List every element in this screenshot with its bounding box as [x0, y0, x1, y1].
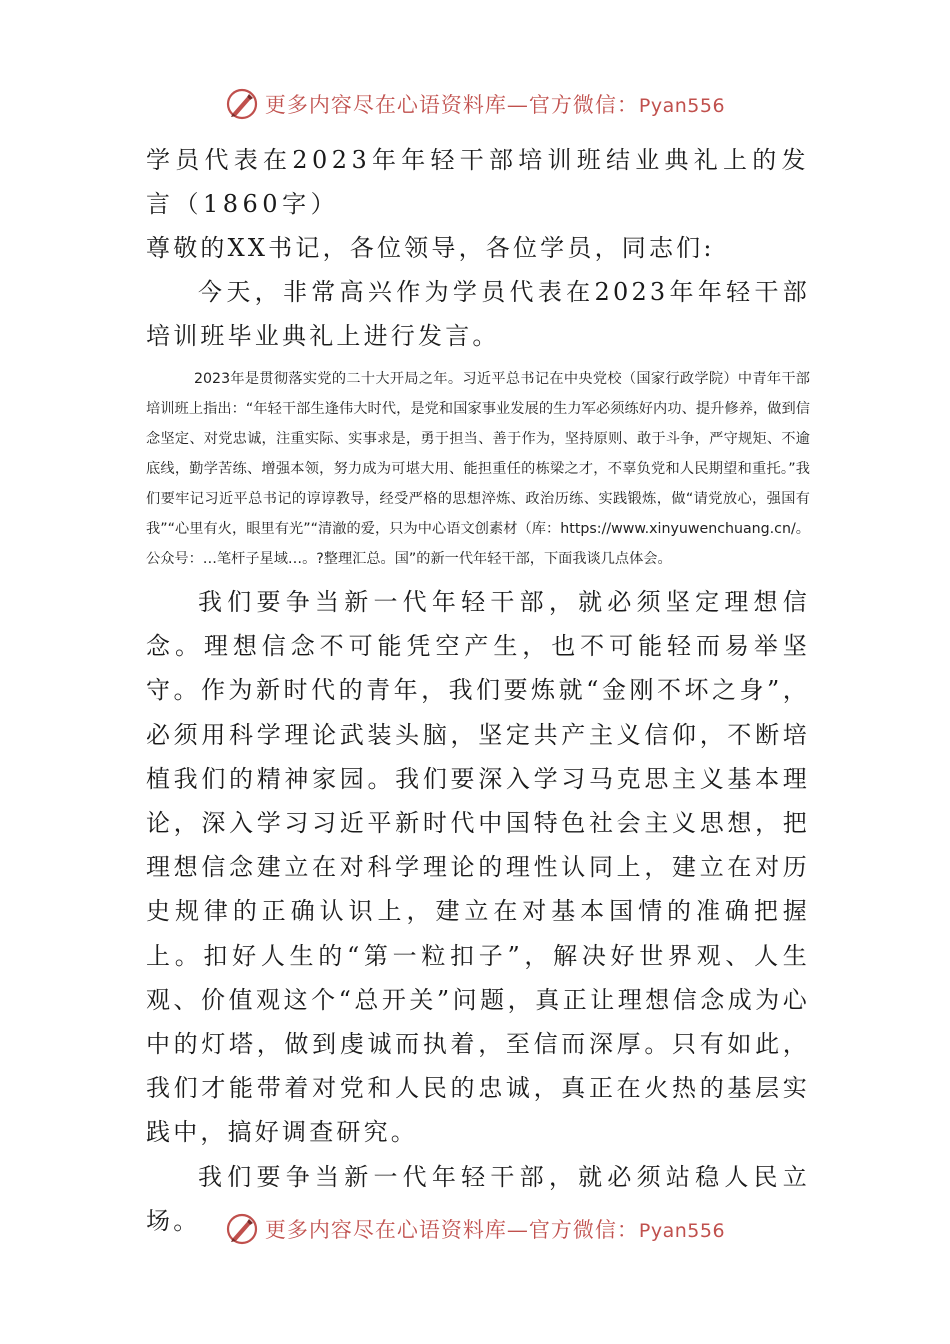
pen-logo-icon: [225, 87, 259, 121]
footer-banner: [0, 1207, 950, 1251]
paragraph-people: 我们要争当新一代年轻干部，就必须站稳人民立场。: [146, 1162, 810, 1235]
pen-logo-icon: [225, 1212, 259, 1246]
salutation: 尊敬的XX书记，各位领导，各位学员，同志们:: [146, 234, 715, 262]
quote-paragraph: 2023年是贯彻落实党的二十大开局之年。习近平总书记在中央党校（国家行政学院）中青年干部培训班上指出：“年轻干部生逢伟大时代，是党和国家事业发展的生力军必须练好内功、提升修养，做到信念坚定、对党忠诚，注重实际、实事求是，勇于担当、善于作为，坚持原则、敢于斗争，严守规矩、不逾底线，勤学苦练、增强本领，努力成为可堪大用、能担重任的栋梁之才，不辜负党和人民期望和重托。”我们要牢记习近平总书记的谆谆教导，经受严格的思想淬炼、政治历练、实践锻炼，做“请党放心，强国有我”“心里有火，眼里有光”“清澈的爱，只为中心语文创素材（库：https://www.xinyuwenchuang.cn/。公众号：…笔杆子星域…。?整理汇总。国”的新一代年轻干部，下面我谈几点体会。: [146, 371, 810, 567]
header-banner: [0, 82, 950, 126]
banner-text: 更多内容尽在心语资料库—官方微信：Pyan556: [264, 93, 726, 117]
wechat-id: Pyan556: [638, 95, 726, 117]
document-title: 学员代表在2023年年轻干部培训班结业典礼上的发言（1860字）: [146, 146, 810, 218]
paragraph-ideals: 我们要争当新一代年轻干部，就必须坚定理想信念。理想信念不可能凭空产生，也不可能轻而易举坚守。作为新时代的青年，我们要炼就“金刚不坏之身”，必须用科学理论武装头脑，坚定共产主义信仰，不断培植我们的精神家园。我们要深入学习马克思主义基本理论，深入学习习近平新时代中国特色社会主义思想，把理想信念建立在对科学理论的理性认同上，建立在对历史规律的正确认识上，建立在对基本国情的准确把握上。扣好人生的“第一粒扣子”，解决好世界观、人生观、价值观这个“总开关”问题，真正让理想信念成为心中的灯塔，做到虔诚而执着，至信而深厚。只有如此，我们才能带着对党和人民的忠诚，真正在火热的基层实践中，搞好调查研究。: [146, 588, 810, 1147]
document-body: [146, 138, 810, 1243]
banner-text: 更多内容尽在心语资料库—官方微信：Pyan556: [264, 1218, 726, 1242]
wechat-id: Pyan556: [638, 1220, 726, 1242]
intro-paragraph: 今天，非常高兴作为学员代表在2023年年轻干部培训班毕业典礼上进行发言。: [146, 278, 810, 350]
